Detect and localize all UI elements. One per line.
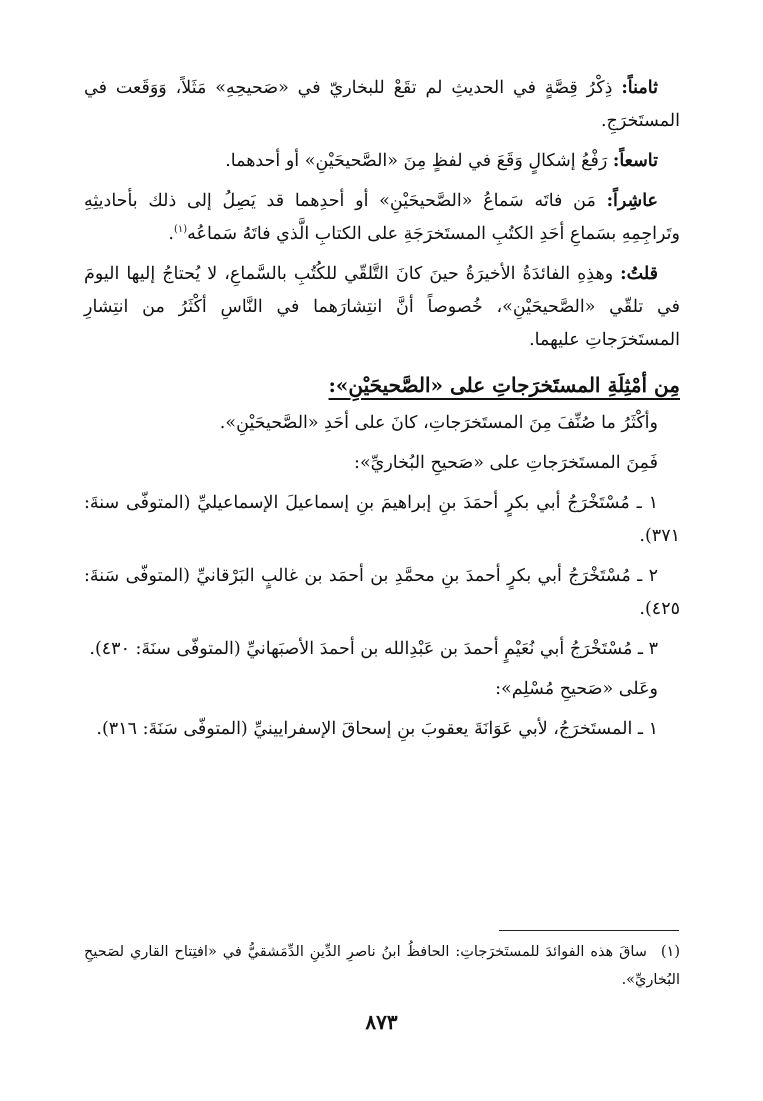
footnote xyxy=(84,938,680,994)
paragraph-lead: تاسعاً: xyxy=(612,151,658,171)
paragraph-text: رَفْعُ إشكالٍ وَقَعَ في لفظٍ مِنَ «الصَّحيحَيْنِ» أو أحدهما. xyxy=(225,151,608,171)
section-intro: وأكْثَرُ ما صُنِّفَ مِنَ المستَخرَجاتِ، كانَ على أحَدِ «الصَّحيحَيْنِ». xyxy=(219,413,658,433)
paragraph-tenth xyxy=(84,185,680,251)
footnote-divider xyxy=(499,930,679,931)
paragraph-lead: قلتُ: xyxy=(620,264,658,284)
list-item: ٣ ـ مُسْتَخْرَجُ أبي نُعَيْمٍ أحمدَ بن عَبْدِالله بن أحمدَ الأصبَهانيِّ (المتوفّى سنَةَ: ٤٣٠). xyxy=(89,639,658,659)
paragraph-lead: عاشِراً: xyxy=(606,191,658,211)
paragraph-text: ذِكْرُ قِصَّةٍ في الحديثِ لم تقَعْ للبخاريّ في «صَحيحِهِ» مَثَلاً، وَوَقَعت في المستَخرَجِ. xyxy=(84,78,680,131)
list-item: ١ ـ المستَخرَجُ، لأبي عَوَانَةَ يعقوبَ بنِ إسحاقَ الإسفرايينيِّ (المتوفّى سَنَةَ: ٣١٦). xyxy=(96,719,658,739)
section-heading: مِن أمْثِلَةِ المستَخرَجاتِ على «الصَّحيحَيْنِ»: xyxy=(328,373,680,397)
footnote-number: (١) xyxy=(660,944,681,960)
page-body xyxy=(84,72,680,753)
footnote-marker[interactable]: (١) xyxy=(173,224,188,236)
paragraph-eighth xyxy=(84,72,680,138)
muslim-intro: وعَلى «صَحيحِ مُسْلِم»: xyxy=(495,679,658,699)
paragraph-text: مَن فاتَه سَماعُ «الصَّحيحَيْنِ» أو أحدِهما قد يَصِلُ إلى ذلك بأحاديثِهِ وتَراجِمِهِ بسَماعِ أحَدِ الكتُبِ المستَخرَجَةِ على الكتابِ الَّذي فاتَهُ سَماعُه xyxy=(84,191,680,244)
paragraph-lead: ثامناً: xyxy=(621,78,658,98)
paragraph-ninth xyxy=(84,145,680,178)
footnote-text: ساقَ هذه الفوائدَ للمستَخرَجاتِ: الحافظُ ابنُ ناصرِ الدِّينِ الدِّمَشقيُّ في «افتِتاح القاري لصَحيحِ البُخاريِّ». xyxy=(84,944,680,988)
paragraph-note xyxy=(84,258,680,357)
paragraph-text: وهذِهِ الفائدَةُ الأخيرَةُ حينَ كانَ التَّلقّي للكُتُبِ بالسَّماعِ، لا يُحتاجُ إليها اليومَ في تلقّي «الصَّحيحَيْنِ»، خُصوصاً أنَّ انتِشارَهما في النَّاسِ أكْثَرُ من انتِشارِ المستَخرَجاتِ عليهما. xyxy=(84,264,680,350)
page-number: ٨٧٣ xyxy=(365,1010,398,1034)
bukhari-intro: فَمِنَ المستَخرَجاتِ على «صَحيحِ البُخاريِّ»: xyxy=(354,453,658,473)
list-item: ٢ ـ مُسْتَخْرَجُ أبي بكرٍ أحمدَ بنِ محمَّدِ بن أحمَد بن غالبٍ البَرْقانيِّ (المتوفّى سَنةَ: ٤٢٥). xyxy=(84,566,680,619)
list-item: ١ ـ مُسْتَخْرَجُ أبي بكرٍ أحمَدَ بنِ إبراهيمَ بنِ إسماعيلَ الإسماعيليِّ (المتوفّى سنةَ: ٣٧١). xyxy=(84,493,680,546)
paragraph-tail: . xyxy=(168,224,174,244)
